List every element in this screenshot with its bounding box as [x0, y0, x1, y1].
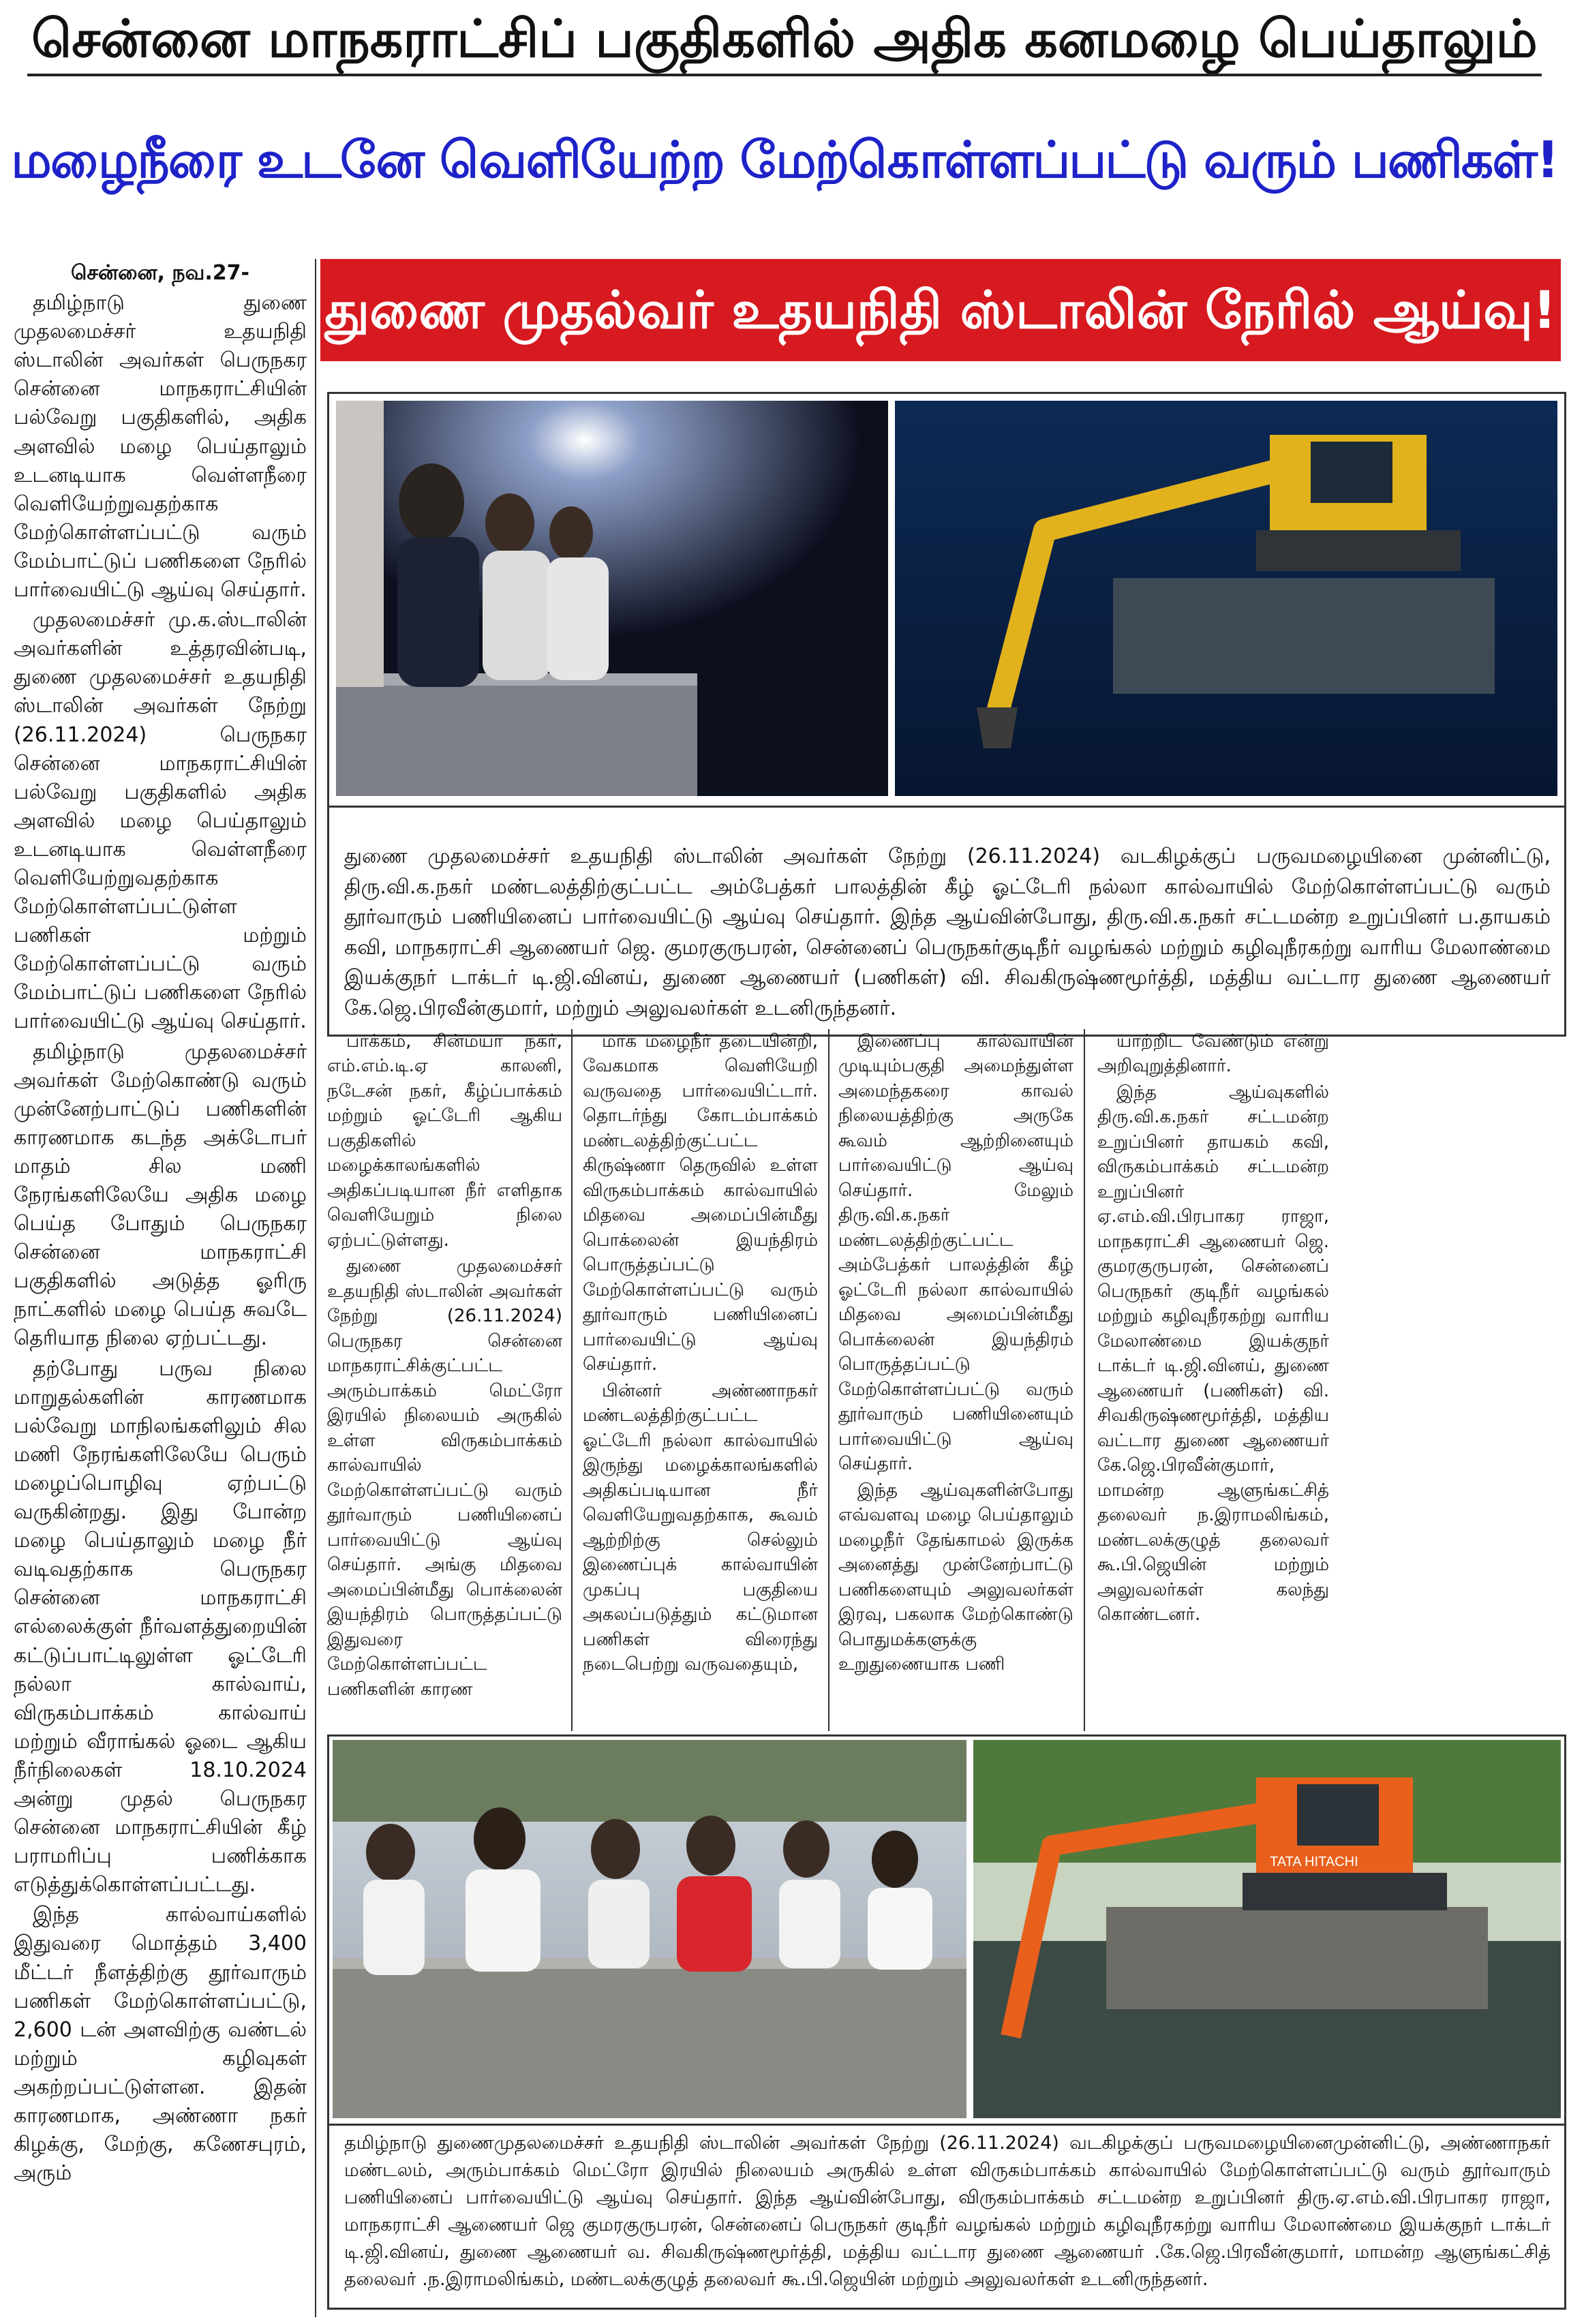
- article-paragraph: துணை முதலமைச்சர் உதயநிதி ஸ்டாலின் அவர்கள் நேற்று (26.11.2024) பெருநகர சென்னை மாநகராட்சிக்குட்பட்ட அரும்பாக்கம் மெட்ரோ இரயில் நிலையம் அருகில் உள்ள விருகம்பாக்கம் கால்வாயில் மேற்கொள்ளப்பட்டு வரும் தூர்வாரும் பணியினைப் பார்வையிட்டு ஆய்வு செய்தார். அங்கு மிதவை அமைப்பின்மீது பொக்லைன் இயந்திரம் பொருத்தப்பட்டு இதுவரை மேற்கொள்ளப்பட்ட பணிகளின் காரண: [327, 1256, 562, 1700]
- article-column-3: [838, 1029, 1073, 1679]
- top-photo-caption: துணை முதலமைச்சர் உதயநிதி ஸ்டாலின் அவர்கள் நேற்று (26.11.2024) வடகிழக்குப் பருவமழையினை முன்னிட்டு, திரு.வி.க.நகர் மண்டலத்திற்குட்பட்ட அம்பேத்கர் பாலத்தின் கீழ் ஓட்டேரி நல்லா கால்வாயில் மேற்கொள்ளப்பட்டு வரும் தூர்வாரும் பணியினைப் பார்வையிட்டு ஆய்வு செய்தார். இந்த ஆய்வின்போது, திரு.வி.க.நகர் சட்டமன்ற உறுப்பினர் ப.தாயகம் கவி, மாநகராட்சி ஆணையர் ஜெ. குமரகுருபரன், சென்னைப் பெருநகர்குடிநீர் வழங்கல் மற்றும் கழிவுநீரகற்று வாரிய மேலாண்மை இயக்குநர் டாக்டர் டி.ஜி.வினய், துணை ஆணையர் (பணிகள்) வி. சிவகிருஷ்ணமூர்த்தி, மத்திய வட்டார துணை ஆணையர் கே.ஜெ.பிரவீன்குமார், மற்றும் அலுவலர்கள் உடனிருந்தனர்.: [344, 844, 1551, 1020]
- sub-banner-text: துணை முதல்வர் உதயநிதி ஸ்டாலின் நேரில் ஆய்வு!: [324, 279, 1557, 340]
- article-paragraph: தற்போது பருவ நிலை மாறுதல்களின் காரணமாக பல்வேறு மாநிலங்களிலும் சில மணி நேரங்களிலேயே பெரும் மழைப்பொழிவு ஏற்பட்டு வருகின்றது. இது போன்ற மழை பெய்தாலும் மழை நீர் வடிவதற்காக பெருநகர சென்னை மாநகராட்சி எல்லைக்குள் நீர்வளத்துறையின் கட்டுப்பாட்டிலுள்ள ஓட்டேரி நல்லா கால்வாய், விருகம்பாக்கம் கால்வாய் மற்றும் வீராங்கல் ஓடை ஆகிய நீர்நிலைகள் 18.10.2024 அன்று முதல் பெருநகர சென்னை மாநகராட்சியின் கீழ் பராமரிப்பு பணிக்காக எடுத்துக்கொள்ளப்பட்டது.: [14, 1356, 307, 1897]
- article-paragraph: முதலமைச்சர் மு.க.ஸ்டாலின் அவர்களின் உத்தரவின்படி, துணை முதலமைச்சர் உதயநிதி ஸ்டாலின் அவர்கள் நேற்று (26.11.2024) பெருநகர சென்னை மாநகராட்சியின் பல்வேறு பகுதிகளில் அதிக அளவில் மழை பெய்தாலும் உடனடியாக வெள்ளநீரை வெளியேற்றுவதற்காக மேற்கொள்ளப்பட்டுள்ள பணிகள் மற்றும் மேற்கொள்ளப்பட்டு வரும் மேம்பாட்டுப் பணிகளை நேரில் பார்வையிட்டு ஆய்வு செய்தார்.: [14, 608, 307, 1034]
- top-photo: [329, 394, 1564, 803]
- column-divider: [1084, 1029, 1085, 1731]
- article-column-1: [327, 1029, 562, 1703]
- article-paragraph: தமிழ்நாடு முதலமைச்சர் அவர்கள் மேற்கொண்டு வரும் முன்னேற்பாட்டுப் பணிகளின் காரணமாக கடந்த அக்டோபர் மாதம் சில மணி நேரங்களிலேயே அதிக மழை பெய்த போதும் பெருநகர சென்னை மாநகராட்சி பகுதிகளில் அடுத்த ஓரிரு நாட்களில் மழை பெய்த சுவடே தெரியாத நிலை ஏற்பட்டது.: [14, 1039, 307, 1351]
- article-column-4: [1097, 1029, 1329, 1629]
- article-paragraph: இந்த ஆய்வுகளின்போது எவ்வளவு மழை பெய்தாலும் மழைநீர் தேங்காமல் இருக்க அனைத்து முன்னேற்பாட்டு பணிகளையும் அலுவலர்கள் இரவு, பகலாக மேற்கொண்டு பொதுமக்களுக்கு உறுதுணையாக பணி: [838, 1480, 1073, 1675]
- article-paragraph: தமிழ்நாடு துணை முதலமைச்சர் உதயநிதி ஸ்டாலின் அவர்கள் பெருநகர சென்னை மாநகராட்சியின் பல்வேறு பகுதிகளில், அதிக அளவில் மழை பெய்தாலும் உடனடியாக வெள்ளநீரை வெளியேற்றுவதற்காக மேற்கொள்ளப்பட்டு வரும் மேம்பாட்டுப் பணிகளை நேரில் பார்வையிட்டு ஆய்வு செய்தார்.: [14, 291, 307, 602]
- article-paragraph: இணைப்பு கால்வாயின் முடியும்பகுதி அமைந்துள்ள அமைந்தகரை காவல் நிலையத்திற்கு அருகே கூவம் ஆற்றினையும் பார்வையிட்டு ஆய்வு செய்தார். மேலும் திரு.வி.க.நகர் மண்டலத்திற்குட்பட்ட அம்பேத்கர் பாலத்தின் கீழ் ஓட்டேரி நல்லா கால்வாயில் மிதவை அமைப்பின்மீது பொக்லைன் இயந்திரம் பொருத்தப்பட்டு மேற்கொள்ளப்பட்டு வரும் தூர்வாரும் பணியினையும் பார்வையிட்டு ஆய்வு செய்தார்.: [838, 1031, 1073, 1475]
- article-paragraph: பின்னர் அண்ணாநகர் மண்டலத்திற்குட்பட்ட ஓட்டேரி நல்லா கால்வாயில் இருந்து மழைக்காலங்களில் அதிகப்படியான நீர் வெளியேறுவதற்காக, கூவம் ஆற்றிற்கு செல்லும் இணைப்புக் கால்வாயின் முகப்பு பகுதியை அகலப்படுத்தும் கட்டுமான பணிகள் விரைந்து நடைபெற்று வருவதையும்,: [583, 1380, 818, 1675]
- left-article-column: [14, 259, 307, 2189]
- caption-divider: [329, 806, 1564, 808]
- bottom-photo-caption: தமிழ்நாடு துணைமுதலமைச்சர் உதயநிதி ஸ்டாலின் அவர்கள் நேற்று (26.11.2024) வடகிழக்குப் பருவமழையினைமுன்னிட்டு, அண்ணாநகர் மண்டலம், அரும்பாக்கம் மெட்ரோ இரயில் நிலையம் அருகில் உள்ள விருகம்பாக்கம் கால்வாயில் மேற்கொள்ளப்பட்டு வரும் தூர்வாரும் பணியினைப் பார்வையிட்டு ஆய்வு செய்தார். இந்த ஆய்வின்போது, விருகம்பாக்கம் சட்டமன்ற உறுப்பினர் திரு.ஏ.எம்.வி.பிரபாகர ராஜா, மாநகராட்சி ஆணையர் ஜெ குமரகுருபரன், சென்னைப் பெருநகர் குடிநீர் வழங்கல் மற்றும் கழிவுநீரகற்று வாரிய மேலாண்மை இயக்குநர் டாக்டர் டி.ஜி.வினய், துணை ஆணையர் வ. சிவகிருஷ்ணமூர்த்தி, மத்திய வட்டார துணை ஆணையர் .கே.ஜெ.பிரவீன்குமார், மாமன்ற ஆளுங்கட்சித் தலைவர் .ந.இராமலிங்கம், மண்டலக்குழுத் தலைவர் கூ.பி.ஜெயின் மற்றும் அலுவலர்கள் உடனிருந்தனர்.: [344, 2132, 1551, 2291]
- article-paragraph: பாக்கம், சின்மயா நகர், எம்.எம்.டி.ஏ காலனி, நடேசன் நகர், கீழ்ப்பாக்கம் மற்றும் ஓட்டேரி ஆகிய பகுதிகளில் மழைக்காலங்களில் அதிகப்படியான நீர் எளிதாக வெளியேறும் நிலை ஏற்பட்டுள்ளது.: [327, 1031, 562, 1251]
- article-paragraph: மாக மழைநீர் தடையின்றி, வேகமாக வெளியேறி வருவதை பார்வையிட்டார். தொடர்ந்து கோடம்பாக்கம் மண்டலத்திற்குட்பட்ட கிருஷ்ணா தெருவில் உள்ள விருகம்பாக்கம் கால்வாயில் மிதவை அமைப்பின்மீது பொக்லைன் இயந்திரம் பொருத்தப்பட்டு மேற்கொள்ளப்பட்டு வரும் தூர்வாரும் பணியினைப் பார்வையிட்டு ஆய்வு செய்தார்.: [583, 1031, 818, 1375]
- article-paragraph: இந்த கால்வாய்களில் இதுவரை மொத்தம் 3,400 மீட்டர் நீளத்திற்கு தூர்வாரும் பணிகள் மேற்கொள்ளப்பட்டு, 2,600 டன் அளவிற்கு வண்டல் மற்றும் கழிவுகள் அகற்றப்பட்டுள்ளன. இதன் காரணமாக, அண்ணா நகர் கிழக்கு, மேற்கு, கணேசபுரம், அரும்: [14, 1903, 307, 2186]
- column-divider: [571, 1029, 573, 1731]
- column-divider: [315, 259, 316, 2317]
- article-paragraph: இந்த ஆய்வுகளில் திரு.வி.க.நகர் சட்டமன்ற உறுப்பினர் தாயகம் கவி, விருகம்பாக்கம் சட்டமன்ற உறுப்பினர் ஏ.எம்.வி.பிரபாகர ராஜா, மாநகராட்சி ஆணையர் ஜெ. குமரகுருபரன், சென்னைப் பெருநகர் குடிநீர் வழங்கல் மற்றும் கழிவுநீரகற்று வாரிய மேலாண்மை இயக்குநர் டாக்டர் டி.ஜி.வினய், துணை ஆணையர் (பணிகள்) வி. சிவகிருஷ்ணமூர்த்தி, மத்திய வட்டார துணை ஆணையர் கே.ஜெ.பிரவீன்குமார், மாமன்ற ஆளுங்கட்சித் தலைவர் ந.இராமலிங்கம், மண்டலக்குழுத் தலைவர் கூ.பி.ஜெயின் மற்றும் அலுவலர்கள் கலந்து கொண்டனர்.: [1097, 1082, 1329, 1625]
- dateline: சென்னை, நவ.27-: [71, 261, 249, 285]
- caption-divider: [329, 2124, 1564, 2126]
- column-divider: [828, 1029, 829, 1731]
- middle-article-columns: [320, 1029, 1568, 1731]
- bottom-photo: [329, 1737, 1564, 2122]
- kicker-rule: [27, 74, 1542, 76]
- kicker-headline: சென்னை மாநகராட்சிப் பகுதிகளில் அதிக கனமழை பெய்தாலும்: [31, 8, 1538, 69]
- excavator-brand-text: TATA HITACHI: [1270, 1854, 1358, 1869]
- article-column-2: [583, 1029, 818, 1679]
- main-headline: மழைநீரை உடனே வெளியேற்ற மேற்கொள்ளப்பட்டு வரும் பணிகள்!: [11, 131, 1558, 189]
- article-paragraph: யாற்றிட வேண்டும் என்று அறிவுறுத்தினார்.: [1097, 1031, 1329, 1077]
